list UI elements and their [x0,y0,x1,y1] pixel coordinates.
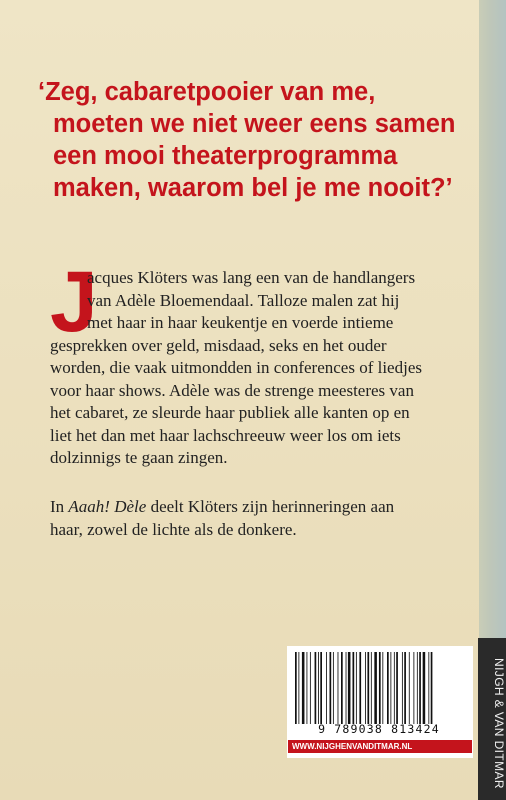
blurb-line: worden, die vaak uitmondden in conferences of liedjes [50,358,422,377]
blurb-line: van Adèle Bloemendaal. Talloze malen zat hij [87,290,400,310]
quote-line: moeten we niet weer eens samen [53,110,456,138]
quote-line: een mooi theaterprogramma [53,142,398,170]
blurb-paragraph-2 [50,495,394,541]
blurb-line: acques Klöters was lang een van de handlangers [87,268,416,287]
blurb-line: het cabaret, ze sleurde haar publiek alle kanten op en [50,403,410,422]
publisher-url: WWW.NIJGHENVANDITMAR.NL [288,740,472,753]
barcode-icon [295,652,465,724]
spine-publisher-name: NIJGH & VAN DITMAR [492,657,506,789]
blurb-line: liet het dan met haar lachschreeuw weer los om iets [50,425,401,445]
quote-line: maken, waarom bel je me nooit?’ [53,174,453,202]
blurb-line: dolzinnigs te gaan zingen. [50,448,228,467]
blurb-line: voor haar shows. Adèle was de strenge meesteres van [50,380,414,400]
blurb-rest: deelt Klöters zijn herinneringen aan [146,497,395,516]
pull-quote [38,76,478,204]
blurb-paragraph [50,254,480,470]
blurb-line: met haar in haar keukentje en voerde intieme [87,313,394,332]
book-title-italic: Aaah! Dèle [68,497,147,516]
drop-cap: J [50,254,98,350]
blurb-prefix: In [50,497,69,516]
blurb-line [50,495,394,518]
isbn-number: 9 789038 813424 [318,722,440,736]
blurb-line: gesprekken over geld, misdaad, seks en het ouder [50,335,387,355]
quote-line: ‘Zeg, cabaretpooier van me, [38,78,376,106]
blurb-line: haar, zowel de lichte als de donkere. [50,520,297,539]
